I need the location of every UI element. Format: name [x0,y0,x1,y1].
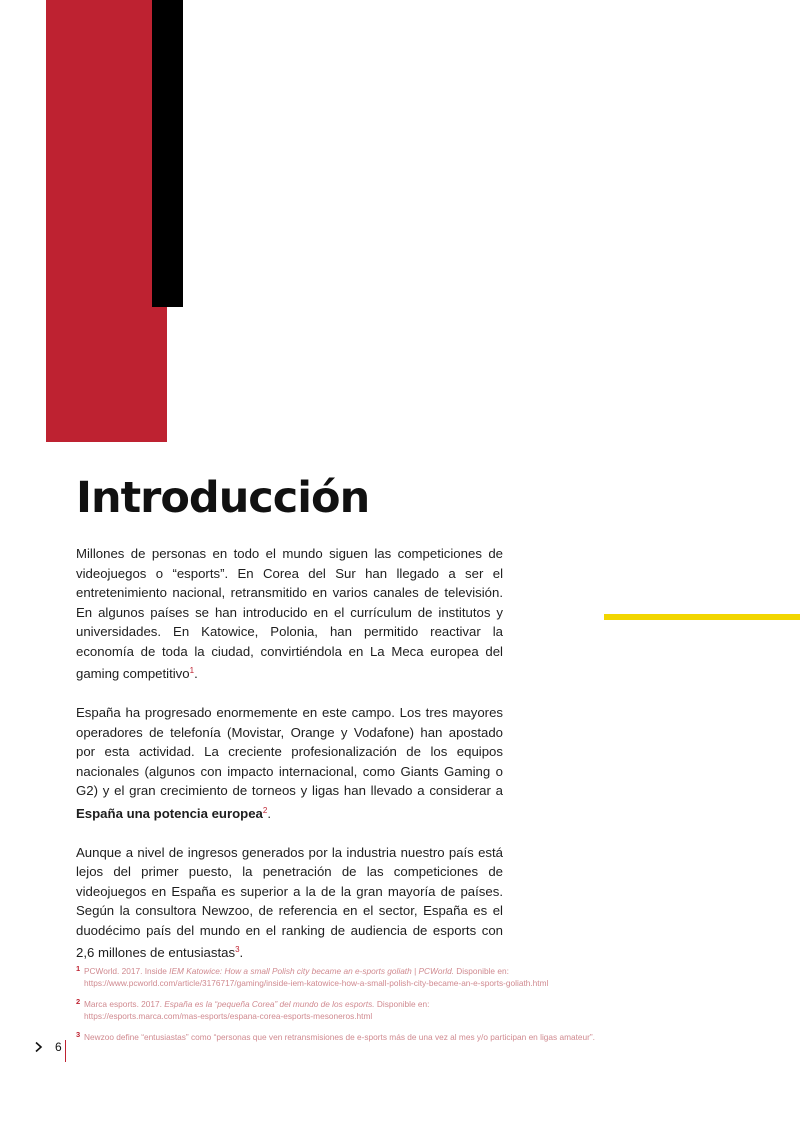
decorative-yellow-line [604,614,800,620]
footnote-ref-1[interactable]: 1 [189,666,195,675]
footnote-title: España es la “pequeña Corea” del mundo de los esports. [164,999,375,1009]
footnote-text: PCWorld. 2017. Inside [84,966,170,976]
footnote-text: Newzoo define “entusiastas” como “personas que ven retransmisiones de e-sports más de una vez al mes y/o participan en ligas amateur”. [84,1032,595,1042]
footnote-3 [76,1032,676,1044]
footnote-divider [65,1040,66,1062]
page-title: Introducción [76,473,370,523]
footnote-number: 2 [76,997,81,1006]
paragraph-2 [76,703,503,823]
paragraph-2-end: . [267,805,271,821]
paragraph-3-end: . [239,945,244,960]
paragraph-2-bold: España una potencia europea [76,805,263,821]
footnote-ref-2[interactable]: 2 [262,805,268,815]
footnote-number: 3 [76,1030,81,1039]
page-number-text: 6 [55,1040,62,1054]
body-text [76,544,503,982]
paragraph-3 [76,843,503,963]
footnote-text: Disponible en: [374,999,430,1009]
footnote-number: 1 [76,964,81,973]
footnote-link[interactable]: https://esports.marca.com/mas-esports/espana-corea-esports-mesoneros.html [84,1010,373,1021]
paragraph-1 [76,544,503,684]
footnote-text: Marca esports. 2017. [84,999,165,1009]
decorative-black-bar [152,0,183,307]
paragraph-2-text: España ha progresado enormemente en este campo. Los tres mayores operadores de telefonía (Movistar, Orange y Vodafone) han apostado por esta actividad. La creciente profesionalización de los equipos nacionales (algunos con impacto internacional, como Giants Gaming o G2) y el gran crecimiento de torneos y ligas han llevado a considerar a [76,705,503,798]
footnotes [76,966,676,1054]
footnote-1 [76,966,676,989]
paragraph-1-end: . [194,666,198,681]
chevron-right-icon [33,1041,45,1053]
footnote-title: IEM Katowice: How a small Polish city became an e-sports goliath | PCWorld. [169,966,454,976]
footnote-ref-3[interactable]: 3 [235,945,240,954]
paragraph-1-text: Millones de personas en todo el mundo siguen las competiciones de videojuegos o “esports”. En Corea del Sur han llegado a ser el entretenimiento nacional, retransmitido en varios canales de televisión. En algunos países se han introducido en el currículum de institutos y universidades. En Katowice, Polonia, han permitido reactivar la economía de toda la ciudad, convirtiéndola en La Meca europea del gaming competitivo [76,546,503,681]
footnote-link[interactable]: https://www.pcworld.com/article/3176717/gaming/inside-iem-katowice-how-a-small-polish-city-became-an-e-sports-goliath.html [84,977,549,988]
paragraph-3-text: Aunque a nivel de ingresos generados por la industria nuestro país está lejos del primer puesto, la penetración de las competiciones de videojuegos en España es superior a la de la gran mayoría de países. Según la consultora Newzoo, de referencia en el sector, España es el duodécimo país del mundo en el ranking de audiencia de esports con 2,6 millones de entusiastas [76,844,503,960]
page-number [33,1040,62,1054]
footnote-2 [76,999,676,1022]
decorative-red-block [46,0,167,442]
footnote-text: Disponible en: [454,966,509,976]
